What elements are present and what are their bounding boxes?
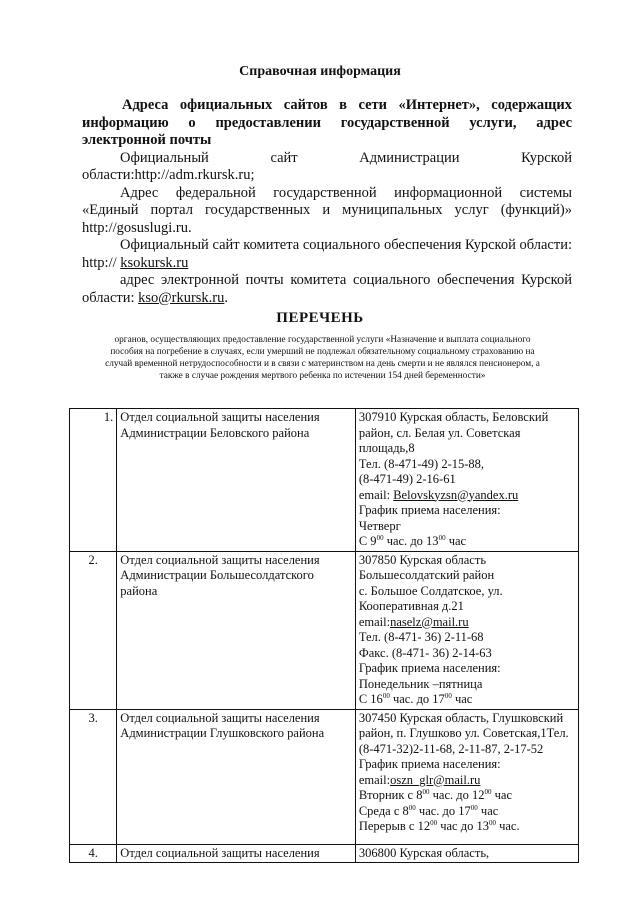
intro-paragraph-admin-site: Официальный сайт Администрации Курской области:http://adm.rkursk.ru; [82,149,572,183]
email-link[interactable]: oszn_glr@mail.ru [390,772,481,787]
table-row [70,709,579,844]
time-minutes: 00 [376,533,384,542]
committee-email-link[interactable]: kso@rkursk.ru [138,289,225,306]
intro-section [82,97,572,307]
committee-email-end: . [224,289,228,306]
office-name: Отдел социальной защиты населения Администрации Большесолдатского района [117,551,356,709]
time-minutes: 00 [408,803,416,812]
time-to: час. до 17 [389,692,445,706]
time-minutes: 00 [438,533,446,542]
office-email [359,773,575,789]
office-phone: (8-471-49) 2-16-61 [358,472,456,486]
page-title: Справочная информация [239,64,401,79]
time-end: час [491,788,512,802]
intro-paragraph-committee-email [82,272,572,307]
row-number: 1. [70,409,117,552]
time-minutes: 00 [444,691,452,700]
time-minutes: 00 [430,818,438,827]
time-to: час. до 17 [415,803,471,818]
email-link[interactable]: Belovskyzsn@yandex.ru [393,487,519,502]
time-from: С 9 [358,534,377,548]
office-address-line: с. Большое Солдатское, ул. [358,583,503,598]
email-label: email: [358,487,394,502]
time-end: час [477,803,499,818]
table-row [70,551,579,709]
row-number: 4. [70,844,117,863]
time-from: Среда с 8 [358,803,409,818]
office-contacts [355,551,578,709]
office-contacts [355,409,578,552]
time-end: час [451,692,473,706]
time-from: Вторник с 8 [358,788,423,802]
office-address: 307450 Курская область, Глушковский район, п. Глушково ул. Советская,1Тел. (8-471-32)2-11-68, 2-11-87, 2-17-52 [358,710,569,756]
intro-paragraph-gosuslugi: Адрес федеральной государственной информационной системы «Единый портал государственных и муниципальных услуг (функций)» http://gosuslugi.ru. [82,184,572,236]
time-minutes: 00 [422,787,430,796]
office-address-line: Кооперативная д.21 [358,599,464,613]
offices-table [69,408,579,863]
schedule-day: Понедельник –пятница [358,676,483,691]
committee-site-text: Официальный сайт комитета социального обеспечения Курской области: http:// [82,237,572,271]
email-label: email: [358,614,391,629]
office-email [359,615,575,631]
office-name: Отдел социальной защиты населения Администрации Глушковского района [117,709,356,844]
office-name: Отдел социальной защиты населения [117,844,356,863]
office-phone: Тел. (8-471- 36) 2-11-68 [358,630,484,644]
time-minutes: 00 [382,691,390,700]
intro-heading: Адреса официальных сайтов в сети «Интернет», содержащих информацию о предоставлении государственной услуги, адрес электронной почты [82,97,572,148]
time-minutes: 00 [488,818,496,827]
office-address: 306800 Курская область, [355,844,578,863]
time-from: С 16 [358,692,383,706]
office-address-line: 307850 Курская область [358,552,487,567]
table-row [70,844,579,863]
time-end: час [445,534,467,548]
list-subtitle: органов, осуществляющих предоставление государственной услуги «Назначение и выплата социального пособия на погребение в случаях, если умерший не подлежал обязательному социальному страхованию на случай временной нетрудоспособности и в связи с материнством на день смерти и не являлся пенсионером, а также в случае рождения мертвого ребенка по истечении 154 дней беременности» [105,335,540,381]
office-fax: Факс. (8-471- 36) 2-14-63 [358,645,492,660]
schedule-time [359,788,575,804]
email-label: email: [358,772,391,787]
time-to: час до 13 [437,819,489,833]
schedule-label: График приема населения: [358,757,501,771]
schedule-time [359,804,575,820]
time-from: Перерыв с 12 [358,819,431,833]
time-end: час. [495,819,520,833]
schedule-label: График приема населения: [358,661,501,675]
list-title: ПЕРЕЧЕНЬ [276,310,364,326]
schedule-day: Четверг [358,518,401,533]
office-contacts [355,709,578,844]
time-to: час. до 12 [429,788,485,802]
office-name: Отдел социальной защиты населения Администрации Беловского района [117,409,356,552]
schedule-time [359,534,575,550]
office-phone: Тел. (8-471-49) 2-15-88, [358,456,485,471]
email-link[interactable]: naselz@mail.ru [390,614,469,629]
table-row [70,409,579,552]
committee-email-text: адрес электронной почты комитета социального обеспечения Курской области: [82,272,572,306]
schedule-label: График приема населения: [358,503,501,517]
row-number: 2. [70,551,117,709]
row-number: 3. [70,709,117,844]
time-minutes: 00 [470,803,478,812]
committee-site-link[interactable]: ksokursk.ru [120,254,189,271]
intro-paragraph-committee-site [82,237,572,272]
office-address: 307910 Курская область, Беловский район, сл. Белая ул. Советская площадь,8 [358,410,549,455]
office-email [359,488,575,504]
schedule-time [359,692,575,708]
time-minutes: 00 [484,787,492,796]
office-address-line: Большесолдатский район [358,568,495,582]
time-to: час. до 13 [383,534,439,548]
schedule-break [359,819,575,835]
